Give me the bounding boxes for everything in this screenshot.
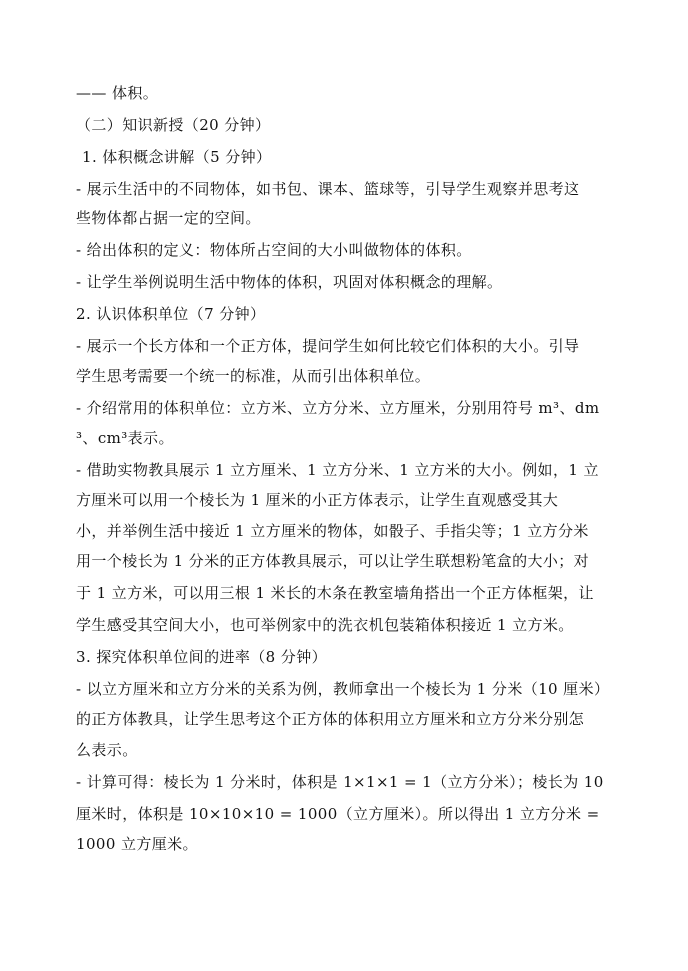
section-heading-knowledge: （二）知识新授（20 分钟） [76,116,271,134]
text-line-20: - 以立方厘米和立方分米的关系为例，教师拿出一个棱长为 1 分米（10 厘米） [76,680,610,698]
text-line-6: - 给出体积的定义：物体所占空间的大小叫做物体的体积。 [76,241,472,259]
text-line-14: 方厘米可以用一个棱长为 1 厘米的小正方体表示，让学生直观感受其大 [76,491,559,509]
text-line-17: 于 1 立方米，可以用三根 1 米长的木条在教室墙角搭出一个正方体框架，让 [76,584,594,602]
text-line-18: 学生感受其空间大小，也可举例家中的洗衣机包装箱体积接近 1 立方米。 [76,616,574,634]
text-line-7: - 让学生举例说明生活中物体的体积，巩固对体积概念的理解。 [76,273,503,291]
text-line-10: 学生思考需要一个统一的标准，从而引出体积单位。 [76,367,431,385]
text-line-24: 厘米时，体积是 10×10×10 = 1000（立方厘米）。所以得出 1 立方分米 = [76,805,600,823]
text-line-11: - 介绍常用的体积单位：立方米、立方分米、立方厘米，分别用符号 m³、dm [76,399,600,417]
text-line-4: - 展示生活中的不同物体，如书包、课本、篮球等，引导学生观察并思考这 [76,180,580,198]
text-line-23: - 计算可得：棱长为 1 分米时，体积是 1×1×1 = 1（立方分米）；棱长为 10 [76,773,604,791]
text-line-21: 的正方体教具，让学生思考这个正方体的体积用立方厘米和立方分米分别怎 [76,710,585,728]
text-line-12: ³、cm³表示。 [76,429,174,447]
subheading-volume-concept: 1. 体积概念讲解（5 分钟） [82,148,272,166]
text-line-5: 些物体都占据一定的空间。 [76,209,261,227]
text-line-9: - 展示一个长方体和一个正方体，提问学生如何比较它们体积的大小。引导 [76,337,580,355]
text-line-1: —— 体积。 [76,84,159,102]
text-line-22: 么表示。 [76,741,138,759]
subheading-unit-conversion: 3. 探究体积单位间的进率（8 分钟） [76,648,327,666]
subheading-volume-units: 2. 认识体积单位（7 分钟） [76,305,266,323]
text-line-16: 用一个棱长为 1 分米的正方体教具展示，可以让学生联想粉笔盒的大小；对 [76,552,590,570]
text-line-15: 小，并举例生活中接近 1 立方厘米的物体，如骰子、手指尖等；1 立方分米 [76,522,589,540]
text-line-25: 1000 立方厘米。 [76,835,198,853]
text-line-13: - 借助实物教具展示 1 立方厘米、1 立方分米、1 立方米的大小。例如，1 立 [76,461,599,479]
